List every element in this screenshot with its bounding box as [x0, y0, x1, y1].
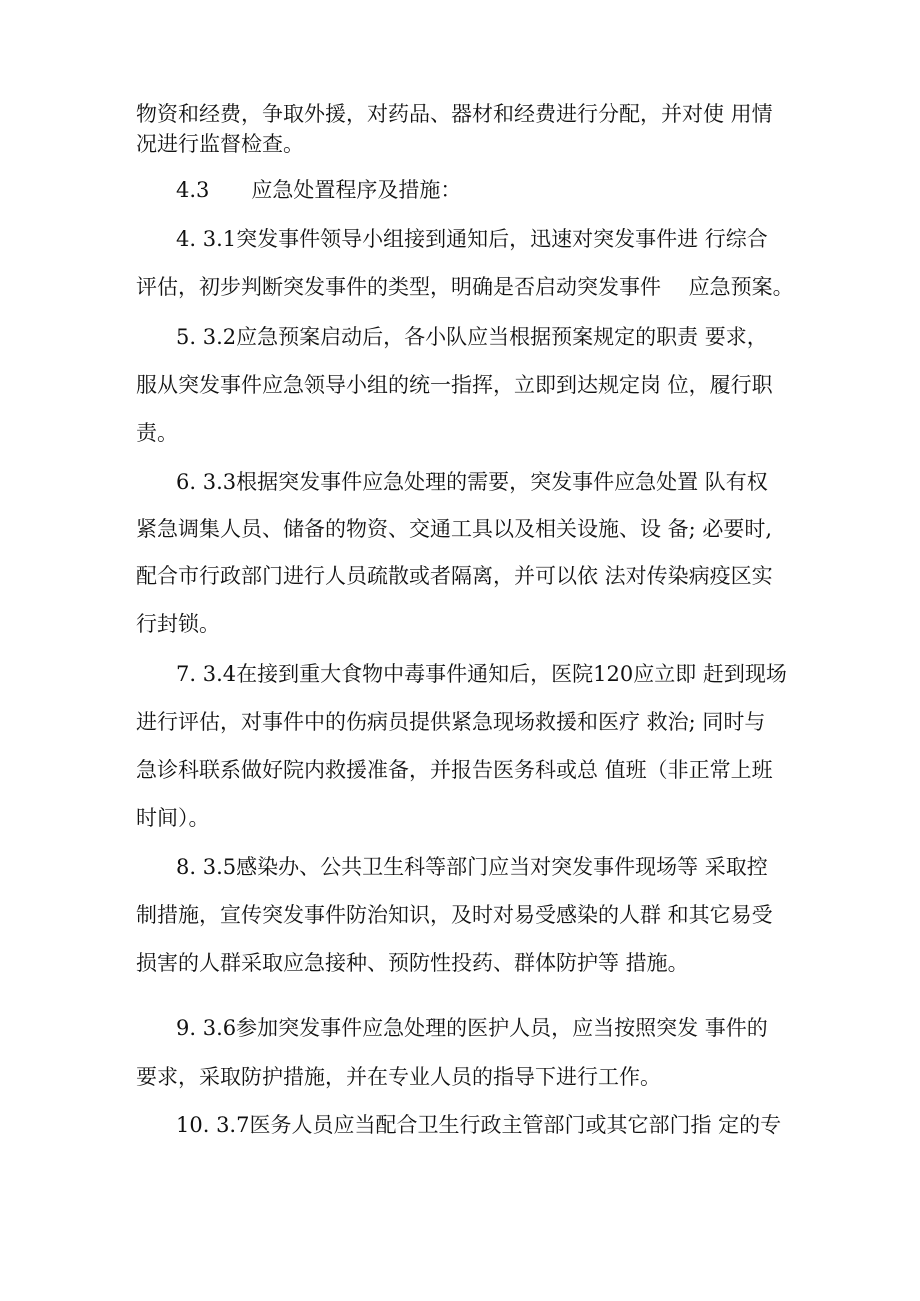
section-heading: 4.3 应急处置程序及措施：	[176, 178, 462, 202]
text-line: 要求，采取防护措施，并在专业人员的指导下进行工作。	[136, 1065, 661, 1089]
text-line: 9. 3.6参加突发事件应急处理的医护人员，应当按照突发 事件的	[176, 1016, 768, 1040]
text-line: 评估，初步判断突发事件的类型，明确是否启动突发事件 应急预案。	[136, 275, 794, 299]
text-line: 进行评估，对事件中的伤病员提供紧急现场救援和医疗 救治; 同时与	[136, 710, 766, 734]
text-line: 5. 3.2应急预案启动后，各小队应当根据预案规定的职责 要求，	[176, 325, 768, 349]
text-line: 8. 3.5感染办、公共卫生科等部门应当对突发事件现场等 采取控	[176, 855, 768, 879]
text-line: 行封锁。	[136, 612, 220, 636]
text-line: 服从突发事件应急领导小组的统一指挥，立即到达规定岗 位，履行职	[136, 373, 773, 397]
text-line: 时间）。	[136, 806, 210, 830]
text-line: 制措施，宣传突发事件防治知识，及时对易受感染的人群 和其它易受	[136, 903, 773, 927]
text-line: 责。	[136, 421, 178, 445]
text-line: 4. 3.1突发事件领导小组接到通知后，迅速对突发事件进 行综合	[176, 227, 768, 251]
text-line: 配合市行政部门进行人员疏散或者隔离，并可以依 法对传染病疫区实	[136, 564, 773, 588]
text-line: 物资和经费，争取外援，对药品、器材和经费进行分配，并对使 用情	[136, 102, 773, 126]
text-line: 6. 3.3根据突发事件应急处理的需要，突发事件应急处置 队有权	[176, 470, 768, 494]
text-line: 况进行监督检查。	[136, 132, 304, 156]
text-line: 紧急调集人员、储备的物资、交通工具以及相关设施、设 备; 必要时,	[136, 517, 773, 541]
text-line: 10. 3.7医务人员应当配合卫生行政主管部门或其它部门指 定的专	[176, 1113, 782, 1137]
text-line: 7. 3.4在接到重大食物中毒事件通知后，医院120应立即 赶到现场	[176, 662, 787, 686]
text-line: 损害的人群采取应急接种、预防性投药、群体防护等 措施。	[136, 951, 689, 975]
text-line: 急诊科联系做好院内救援准备，并报告医务科或总 值班（非正常上班	[136, 758, 773, 782]
